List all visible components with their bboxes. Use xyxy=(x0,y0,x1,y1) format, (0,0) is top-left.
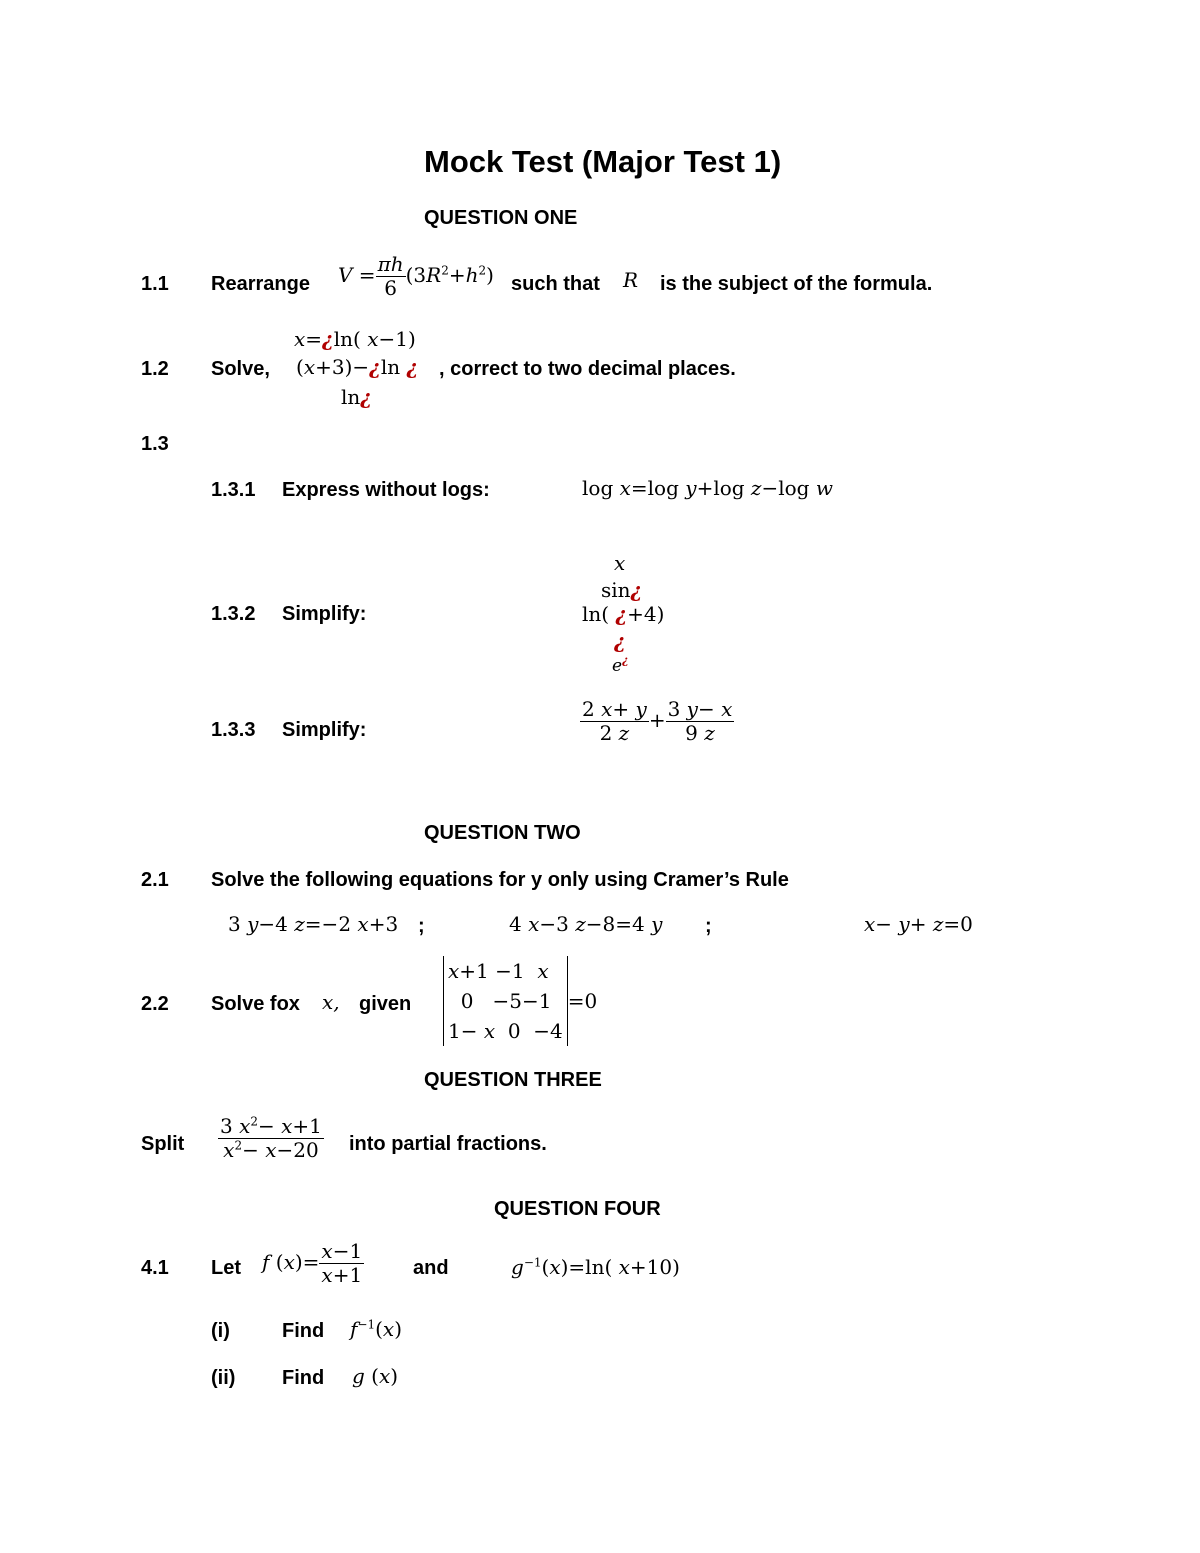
rearrange-label: Rearrange xyxy=(211,273,310,295)
solve-expr-line-1: x=¿ln( x−1) xyxy=(294,327,416,351)
fraction-sum-expression: $\frac{2 x+ y}{2 z}$ + $\frac{3 y- x}{9 z}$ xyxy=(582,697,733,745)
equation-2: 4 x−3 z−8=4 y xyxy=(509,912,663,936)
equation-1: 3 y−4 z=−2 x+3 xyxy=(228,912,399,936)
item-number-1-3: 1.3 xyxy=(141,433,169,455)
determinant-equation: x+1 −1 x 0 −5−1 1− x 0 −4 =0 xyxy=(443,956,597,1046)
question-one-heading: QUESTION ONE xyxy=(424,207,578,229)
question-three-heading: QUESTION THREE xyxy=(424,1069,602,1091)
such-that-label: such that xyxy=(511,273,600,295)
partial-fraction-text: into partial fractions. xyxy=(349,1133,547,1155)
simplify-expr-line-5: e¿ xyxy=(612,653,629,676)
partial-fraction-expression: $\frac{3 x^2- x+1}{x^2- x-20}$ xyxy=(220,1114,322,1162)
item-number-2-1: 2.1 xyxy=(141,869,169,891)
express-label: Express without logs: xyxy=(282,479,490,501)
simplify-expr-line-1: x xyxy=(614,551,626,575)
item-number-1-2: 1.2 xyxy=(141,358,169,380)
item-number-1-3-2: 1.3.2 xyxy=(211,603,256,625)
split-label: Split xyxy=(141,1133,185,1155)
question-four-heading: QUESTION FOUR xyxy=(494,1198,661,1220)
simplify-expr-line-3: ln( ¿+4) xyxy=(582,602,665,626)
item-number-4-1: 4.1 xyxy=(141,1257,169,1279)
solve-expr-line-2: (x+3)−¿ln ¿ xyxy=(296,355,419,379)
part-ii-label: (ii) xyxy=(211,1367,236,1389)
function-f-definition: f (x)= $\frac{x-1}{x+1}$ xyxy=(262,1239,363,1287)
separator-2: ; xyxy=(705,915,712,937)
page-title: Mock Test (Major Test 1) xyxy=(424,144,782,179)
log-expression: log x=log y+log z−log w xyxy=(582,476,833,500)
question-two-heading: QUESTION TWO xyxy=(424,822,581,844)
solve-tail-text: , correct to two decimal places. xyxy=(439,358,736,380)
cramer-instruction: Solve the following equations for y only using Cramer’s Rule xyxy=(211,869,789,891)
subject-variable: R xyxy=(623,268,639,292)
g-expression: g (x) xyxy=(352,1364,399,1388)
subject-text: is the subject of the formula. xyxy=(660,273,933,295)
find-label-2: Find xyxy=(282,1367,325,1389)
solve-expr-line-3: ln¿ xyxy=(341,385,372,409)
item-number-1-1: 1.1 xyxy=(141,273,169,295)
given-label: given xyxy=(359,993,412,1015)
simplify-expr-line-2: sin¿ xyxy=(601,578,643,602)
and-label: and xyxy=(413,1257,449,1279)
part-i-label: (i) xyxy=(211,1320,230,1342)
simplify-label-2: Simplify: xyxy=(282,719,367,741)
solve-fox-label: Solve fox xyxy=(211,993,300,1015)
solve-label: Solve, xyxy=(211,358,270,380)
volume-formula: V = $\frac{\pi h}{6}$ $(3R^2+h^2)$ xyxy=(338,252,494,300)
simplify-expr-line-4: ¿ xyxy=(614,629,626,653)
equation-3: x− y+ z=0 xyxy=(864,912,973,936)
f-inverse-expression: $f^{-1}(x)$ xyxy=(350,1317,403,1341)
let-label: Let xyxy=(211,1257,241,1279)
function-g-inverse-definition: $g^{-1}(x)=\ln$( x+10) xyxy=(511,1255,680,1279)
separator-1: ; xyxy=(418,915,425,937)
variable-x: x, xyxy=(322,990,340,1014)
item-number-1-3-1: 1.3.1 xyxy=(211,479,256,501)
find-label-1: Find xyxy=(282,1320,325,1342)
simplify-label-1: Simplify: xyxy=(282,603,367,625)
item-number-1-3-3: 1.3.3 xyxy=(211,719,256,741)
item-number-2-2: 2.2 xyxy=(141,993,169,1015)
